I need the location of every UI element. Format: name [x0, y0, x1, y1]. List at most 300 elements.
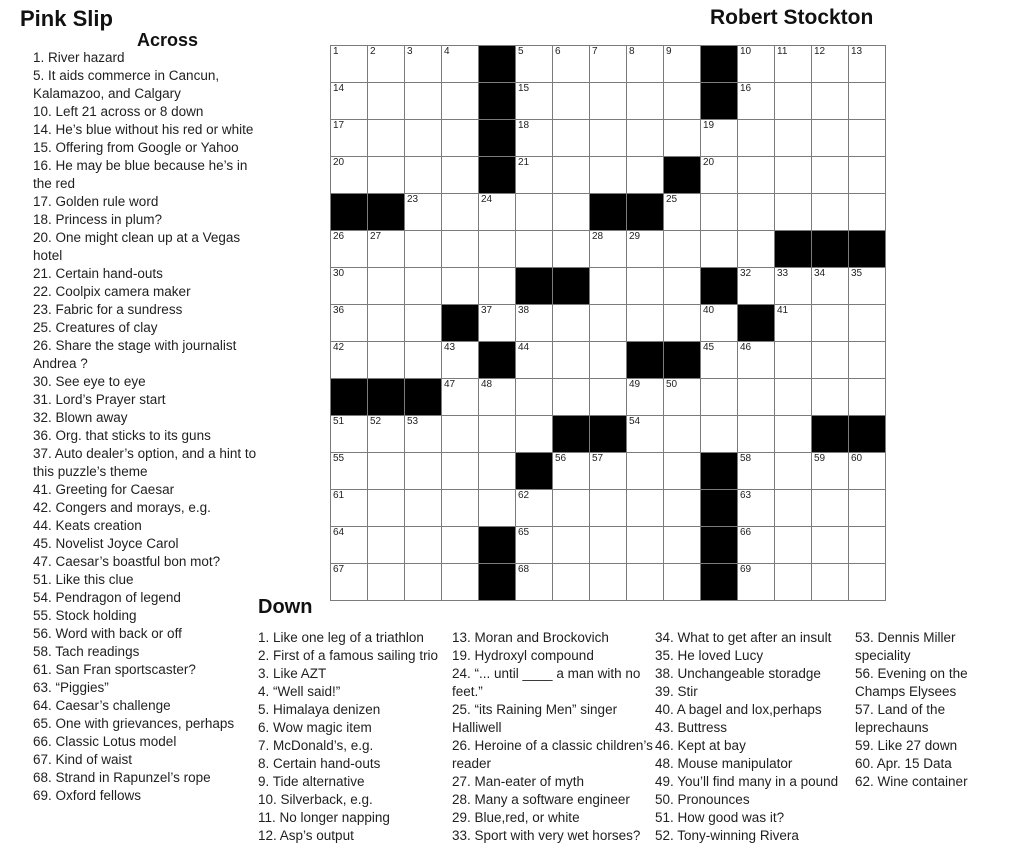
down-clue-43: 43. Buttress [655, 720, 728, 735]
down-clue-25: 25. “its Raining Men” singer Halliwell [452, 702, 618, 735]
cell-number: 50 [666, 379, 678, 390]
grid-cell[interactable] [405, 490, 441, 526]
across-clue-25: 25. Creatures of clay [33, 320, 158, 335]
grid-cell[interactable] [590, 527, 626, 563]
grid-cell[interactable] [516, 527, 552, 563]
grid-cell[interactable] [479, 490, 515, 526]
grid-cell[interactable] [405, 194, 441, 230]
down-clue-40: 40. A bagel and lox,perhaps [655, 702, 822, 717]
grid-cell[interactable] [368, 46, 404, 82]
cell-number: 35 [851, 268, 863, 279]
cell-number: 43 [444, 342, 456, 353]
grid-cell[interactable] [738, 490, 774, 526]
grid-cell[interactable] [405, 231, 441, 267]
grid-cell[interactable] [664, 268, 700, 304]
across-clue-31: 31. Lord’s Prayer start [33, 392, 166, 407]
grid-cell[interactable] [405, 453, 441, 489]
grid-cell[interactable] [590, 268, 626, 304]
grid-cell[interactable] [368, 305, 404, 341]
grid-cell[interactable] [368, 231, 404, 267]
grid-cell[interactable] [331, 564, 367, 600]
grid-cell[interactable] [331, 231, 367, 267]
across-clue-21: 21. Certain hand-outs [33, 266, 163, 281]
grid-cell-black [627, 194, 663, 230]
down-clue-column-3 [655, 629, 860, 845]
cell-number: 17 [333, 120, 345, 131]
grid-cell[interactable] [331, 46, 367, 82]
grid-cell[interactable] [812, 379, 848, 415]
grid-cell[interactable] [331, 120, 367, 156]
grid-cell[interactable] [479, 231, 515, 267]
grid-cell[interactable] [331, 83, 367, 119]
cell-number: 56 [555, 453, 567, 464]
grid-cell[interactable] [553, 342, 589, 378]
grid-cell[interactable] [516, 416, 552, 452]
grid-cell[interactable] [442, 231, 478, 267]
cell-number: 6 [555, 46, 561, 57]
grid-cell[interactable] [331, 453, 367, 489]
across-clue-66: 66. Classic Lotus model [33, 734, 177, 749]
grid-cell[interactable] [442, 379, 478, 415]
page-title: Pink Slip [20, 6, 113, 31]
grid-cell-black [368, 379, 404, 415]
cell-number: 8 [629, 46, 635, 57]
grid-cell[interactable] [590, 157, 626, 193]
down-clue-10: 10. Silverback, e.g. [258, 792, 373, 807]
across-clue-10: 10. Left 21 across or 8 down [33, 104, 204, 119]
grid-cell[interactable] [849, 46, 885, 82]
grid-cell[interactable] [664, 46, 700, 82]
down-clue-9: 9. Tide alternative [258, 774, 365, 789]
grid-cell[interactable] [516, 305, 552, 341]
grid-cell[interactable] [627, 527, 663, 563]
down-clue-53: 53. Dennis Miller speciality [855, 630, 956, 663]
grid-cell[interactable] [664, 453, 700, 489]
grid-cell[interactable] [627, 379, 663, 415]
grid-cell[interactable] [590, 379, 626, 415]
across-clue-69: 69. Oxford fellows [33, 788, 142, 803]
across-clue-23: 23. Fabric for a sundress [33, 302, 183, 317]
grid-cell[interactable] [479, 416, 515, 452]
grid-cell[interactable] [516, 564, 552, 600]
grid-cell[interactable] [590, 83, 626, 119]
grid-cell-black [479, 46, 515, 82]
cell-number: 46 [740, 342, 752, 353]
grid-cell[interactable] [516, 194, 552, 230]
grid-cell[interactable] [812, 194, 848, 230]
cell-number: 45 [703, 342, 715, 353]
cell-number: 33 [777, 268, 789, 279]
grid-cell[interactable] [442, 342, 478, 378]
grid-cell[interactable] [627, 564, 663, 600]
cell-number: 23 [407, 194, 419, 205]
grid-cell[interactable] [368, 527, 404, 563]
grid-cell[interactable] [812, 564, 848, 600]
grid-cell[interactable] [442, 268, 478, 304]
across-clue-68: 68. Strand in Rapunzel’s rope [33, 770, 211, 785]
grid-cell[interactable] [627, 120, 663, 156]
grid-cell[interactable] [442, 120, 478, 156]
cell-number: 64 [333, 527, 345, 538]
grid-cell[interactable] [590, 46, 626, 82]
grid-cell[interactable] [812, 305, 848, 341]
grid-cell[interactable] [812, 120, 848, 156]
across-clue-67: 67. Kind of waist [33, 752, 133, 767]
grid-cell[interactable] [775, 120, 811, 156]
grid-cell[interactable] [775, 453, 811, 489]
grid-cell[interactable] [701, 120, 737, 156]
grid-cell[interactable] [627, 305, 663, 341]
grid-cell-black [701, 268, 737, 304]
across-clue-37: 37. Auto dealer’s option, and a hint to this puzzle’s theme [33, 446, 257, 479]
cell-number: 16 [740, 83, 752, 94]
grid-cell[interactable] [442, 490, 478, 526]
grid-cell[interactable] [368, 490, 404, 526]
grid-cell[interactable] [775, 342, 811, 378]
cell-number: 49 [629, 379, 641, 390]
grid-cell[interactable] [553, 453, 589, 489]
grid-cell[interactable] [664, 490, 700, 526]
grid-cell[interactable] [849, 527, 885, 563]
grid-cell[interactable] [405, 305, 441, 341]
grid-cell[interactable] [627, 268, 663, 304]
down-clue-29: 29. Blue,red, or white [452, 810, 580, 825]
cell-number: 41 [777, 305, 789, 316]
grid-cell[interactable] [331, 305, 367, 341]
grid-cell-black [553, 416, 589, 452]
grid-cell[interactable] [738, 231, 774, 267]
down-clue-8: 8. Certain hand-outs [258, 756, 381, 771]
grid-cell[interactable] [738, 120, 774, 156]
grid-cell[interactable] [775, 416, 811, 452]
grid-cell[interactable] [849, 83, 885, 119]
grid-cell[interactable] [590, 490, 626, 526]
down-clue-27: 27. Man-eater of myth [452, 774, 585, 789]
grid-cell[interactable] [701, 342, 737, 378]
grid-cell[interactable] [331, 416, 367, 452]
cell-number: 14 [333, 83, 345, 94]
grid-cell[interactable] [405, 157, 441, 193]
grid-cell[interactable] [812, 83, 848, 119]
grid-cell[interactable] [442, 46, 478, 82]
cell-number: 60 [851, 453, 863, 464]
grid-cell-black [849, 416, 885, 452]
cell-number: 9 [666, 46, 672, 57]
across-clue-16: 16. He may be blue because he’s in the red [33, 158, 248, 191]
grid-cell[interactable] [553, 527, 589, 563]
cell-number: 20 [703, 157, 715, 168]
grid-cell[interactable] [775, 194, 811, 230]
cell-number: 3 [407, 46, 413, 57]
grid-cell[interactable] [849, 342, 885, 378]
grid-cell[interactable] [812, 527, 848, 563]
grid-cell[interactable] [368, 268, 404, 304]
grid-cell[interactable] [701, 194, 737, 230]
cell-number: 55 [333, 453, 345, 464]
grid-cell[interactable] [627, 453, 663, 489]
cell-number: 21 [518, 157, 530, 168]
cell-number: 4 [444, 46, 450, 57]
grid-cell[interactable] [331, 157, 367, 193]
grid-cell[interactable] [590, 120, 626, 156]
grid-cell[interactable] [738, 83, 774, 119]
grid-cell[interactable] [442, 527, 478, 563]
cell-number: 30 [333, 268, 345, 279]
grid-cell-black [553, 268, 589, 304]
grid-cell[interactable] [331, 490, 367, 526]
down-clue-7: 7. McDonald’s, e.g. [258, 738, 374, 753]
down-clue-49: 49. You’ll find many in a pound [655, 774, 839, 789]
grid-cell[interactable] [479, 268, 515, 304]
grid-cell[interactable] [442, 157, 478, 193]
grid-cell[interactable] [738, 194, 774, 230]
across-clue-list [33, 49, 268, 805]
grid-cell-black [590, 416, 626, 452]
cell-number: 68 [518, 564, 530, 575]
grid-cell[interactable] [405, 46, 441, 82]
grid-cell[interactable] [812, 268, 848, 304]
cell-number: 44 [518, 342, 530, 353]
grid-cell[interactable] [516, 83, 552, 119]
grid-cell[interactable] [701, 231, 737, 267]
grid-cell[interactable] [368, 157, 404, 193]
grid-cell[interactable] [553, 490, 589, 526]
grid-cell[interactable] [516, 490, 552, 526]
grid-cell[interactable] [405, 416, 441, 452]
across-clue-30: 30. See eye to eye [33, 374, 146, 389]
grid-cell[interactable] [664, 305, 700, 341]
grid-cell[interactable] [405, 527, 441, 563]
grid-cell[interactable] [664, 83, 700, 119]
down-clue-28: 28. Many a software engineer [452, 792, 630, 807]
cell-number: 59 [814, 453, 826, 464]
grid-cell[interactable] [849, 453, 885, 489]
grid-cell[interactable] [516, 342, 552, 378]
grid-cell[interactable] [442, 453, 478, 489]
grid-cell[interactable] [664, 194, 700, 230]
grid-cell[interactable] [368, 453, 404, 489]
grid-cell[interactable] [479, 379, 515, 415]
grid-cell-black [738, 305, 774, 341]
grid-cell-black [664, 157, 700, 193]
grid-cell[interactable] [775, 83, 811, 119]
grid-cell[interactable] [553, 46, 589, 82]
grid-cell-black [479, 527, 515, 563]
cell-number: 34 [814, 268, 826, 279]
grid-cell[interactable] [590, 453, 626, 489]
grid-cell[interactable] [738, 268, 774, 304]
grid-cell[interactable] [775, 268, 811, 304]
grid-cell[interactable] [442, 564, 478, 600]
grid-cell[interactable] [664, 564, 700, 600]
grid-cell[interactable] [405, 268, 441, 304]
grid-cell[interactable] [738, 46, 774, 82]
down-clue-5: 5. Himalaya denizen [258, 702, 381, 717]
grid-cell[interactable] [701, 416, 737, 452]
grid-cell[interactable] [664, 527, 700, 563]
grid-cell[interactable] [738, 416, 774, 452]
grid-cell[interactable] [627, 416, 663, 452]
cell-number: 62 [518, 490, 530, 501]
grid-cell[interactable] [738, 379, 774, 415]
cell-number: 19 [703, 120, 715, 131]
down-clue-11: 11. No longer napping [258, 810, 390, 825]
grid-cell[interactable] [812, 157, 848, 193]
grid-cell[interactable] [627, 231, 663, 267]
grid-cell[interactable] [368, 83, 404, 119]
grid-cell[interactable] [442, 416, 478, 452]
grid-cell[interactable] [849, 564, 885, 600]
grid-cell[interactable] [812, 490, 848, 526]
grid-cell[interactable] [849, 268, 885, 304]
grid-cell[interactable] [553, 157, 589, 193]
grid-cell[interactable] [775, 157, 811, 193]
grid-cell[interactable] [553, 194, 589, 230]
cell-number: 18 [518, 120, 530, 131]
cell-number: 58 [740, 453, 752, 464]
cell-number: 69 [740, 564, 752, 575]
grid-cell[interactable] [405, 342, 441, 378]
grid-cell[interactable] [812, 46, 848, 82]
down-clue-2: 2. First of a famous sailing trio [258, 648, 439, 663]
grid-cell[interactable] [664, 120, 700, 156]
grid-cell[interactable] [516, 46, 552, 82]
cell-number: 24 [481, 194, 493, 205]
grid-cell[interactable] [627, 157, 663, 193]
grid-cell[interactable] [627, 490, 663, 526]
grid-cell[interactable] [664, 231, 700, 267]
grid-cell[interactable] [738, 157, 774, 193]
down-clue-12: 12. Asp’s output [258, 828, 354, 843]
grid-cell[interactable] [479, 194, 515, 230]
grid-cell[interactable] [405, 564, 441, 600]
grid-cell[interactable] [775, 490, 811, 526]
grid-cell-black [627, 342, 663, 378]
grid-cell[interactable] [812, 342, 848, 378]
across-clue-20: 20. One might clean up at a Vegas hotel [33, 230, 241, 263]
across-clue-47: 47. Caesar’s boastful bon mot? [33, 554, 221, 569]
grid-cell[interactable] [590, 231, 626, 267]
grid-cell[interactable] [553, 231, 589, 267]
across-clue-44: 44. Keats creation [33, 518, 142, 533]
cell-number: 25 [666, 194, 678, 205]
grid-cell[interactable] [479, 453, 515, 489]
grid-cell[interactable] [775, 564, 811, 600]
grid-cell[interactable] [553, 83, 589, 119]
grid-cell-black [701, 564, 737, 600]
grid-cell[interactable] [479, 305, 515, 341]
grid-cell[interactable] [590, 342, 626, 378]
grid-cell[interactable] [516, 231, 552, 267]
cell-number: 29 [629, 231, 641, 242]
grid-cell[interactable] [849, 490, 885, 526]
grid-cell[interactable] [368, 416, 404, 452]
grid-cell[interactable] [627, 83, 663, 119]
grid-cell[interactable] [627, 46, 663, 82]
down-clue-column-1 [258, 629, 470, 845]
down-clue-33: 33. Sport with very wet horses? [452, 828, 641, 843]
grid-cell[interactable] [849, 120, 885, 156]
cell-number: 27 [370, 231, 382, 242]
grid-cell[interactable] [849, 379, 885, 415]
across-clue-58: 58. Tach readings [33, 644, 140, 659]
grid-cell[interactable] [405, 120, 441, 156]
grid-cell[interactable] [553, 379, 589, 415]
grid-cell-black [479, 83, 515, 119]
grid-cell[interactable] [405, 83, 441, 119]
across-clue-26: 26. Share the stage with journalist Andrea ? [33, 338, 237, 371]
grid-cell-black [701, 453, 737, 489]
crossword-grid [330, 45, 886, 601]
grid-cell[interactable] [442, 194, 478, 230]
grid-cell[interactable] [368, 564, 404, 600]
grid-cell[interactable] [738, 453, 774, 489]
grid-cell[interactable] [442, 83, 478, 119]
grid-cell[interactable] [738, 527, 774, 563]
cell-number: 28 [592, 231, 604, 242]
grid-cell[interactable] [553, 564, 589, 600]
grid-cell[interactable] [553, 305, 589, 341]
down-clue-34: 34. What to get after an insult [655, 630, 832, 645]
down-clue-38: 38. Unchangeable storadge [655, 666, 821, 681]
cell-number: 42 [333, 342, 345, 353]
cell-number: 63 [740, 490, 752, 501]
grid-cell[interactable] [738, 342, 774, 378]
grid-cell[interactable] [590, 564, 626, 600]
grid-cell[interactable] [664, 416, 700, 452]
grid-cell[interactable] [701, 157, 737, 193]
grid-cell[interactable] [553, 120, 589, 156]
cell-number: 48 [481, 379, 493, 390]
grid-cell-black [442, 305, 478, 341]
grid-cell[interactable] [664, 379, 700, 415]
grid-cell[interactable] [775, 379, 811, 415]
grid-cell[interactable] [849, 194, 885, 230]
across-clue-36: 36. Org. that sticks to its guns [33, 428, 211, 443]
grid-cell-black [590, 194, 626, 230]
grid-cell[interactable] [849, 305, 885, 341]
cell-number: 66 [740, 527, 752, 538]
across-clue-56: 56. Word with back or off [33, 626, 182, 641]
cell-number: 10 [740, 46, 752, 57]
grid-cell[interactable] [775, 527, 811, 563]
grid-cell[interactable] [701, 305, 737, 341]
grid-cell[interactable] [701, 379, 737, 415]
grid-cell[interactable] [331, 527, 367, 563]
grid-cell[interactable] [775, 46, 811, 82]
cell-number: 52 [370, 416, 382, 427]
cell-number: 2 [370, 46, 376, 57]
grid-cell[interactable] [775, 305, 811, 341]
grid-cell[interactable] [368, 342, 404, 378]
down-clue-60: 60. Apr. 15 Data [855, 756, 952, 771]
grid-cell-black [701, 527, 737, 563]
down-clue-1: 1. Like one leg of a triathlon [258, 630, 424, 645]
grid-cell[interactable] [812, 453, 848, 489]
grid-cell[interactable] [331, 268, 367, 304]
grid-cell-black [479, 342, 515, 378]
grid-cell[interactable] [516, 379, 552, 415]
grid-cell[interactable] [368, 120, 404, 156]
grid-cell[interactable] [590, 305, 626, 341]
grid-cell[interactable] [738, 564, 774, 600]
grid-cell[interactable] [516, 157, 552, 193]
grid-cell[interactable] [516, 120, 552, 156]
grid-cell[interactable] [849, 157, 885, 193]
grid-cell[interactable] [331, 342, 367, 378]
across-clue-32: 32. Blown away [33, 410, 128, 425]
down-clue-24: 24. “... until ____ a man with no feet.” [452, 666, 641, 699]
